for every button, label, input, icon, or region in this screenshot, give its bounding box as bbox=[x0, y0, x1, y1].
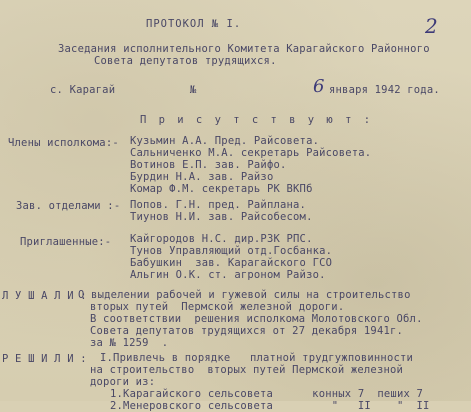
session-line-2: Совета депутатов трудящихся. bbox=[94, 55, 277, 67]
place: с. Карагай bbox=[50, 84, 116, 96]
number-sign: № bbox=[190, 84, 197, 96]
date-day: 6 bbox=[313, 76, 325, 97]
date-month-year: января 1942 года. bbox=[329, 84, 440, 96]
decided-label: Р Е Ш И Л И : bbox=[2, 353, 87, 365]
head-line: Тиунов Н.И. зав. Райсобесом. bbox=[130, 211, 313, 223]
invited-line: Альгин О.К. ст. агроном Райзо. bbox=[130, 269, 326, 281]
session-line-1: Заседания исполнительного Комитета Карагайского Районного bbox=[58, 43, 430, 55]
invited-line: Тунов Управляющий отд.Госбанка. bbox=[130, 245, 333, 257]
member-line: Кузьмин А.А. Пред. Райсовета. bbox=[130, 135, 320, 147]
heads-label: Зав. отделами :- bbox=[16, 200, 121, 212]
present-heading: П р и с у т с т в у ю т : bbox=[140, 114, 374, 126]
member-line: Вотинов Е.П. зав. Райфо. bbox=[130, 159, 287, 171]
invited-line: Кайгородов Н.С. дир.РЗК РПС. bbox=[130, 233, 313, 245]
member-line: Комар Ф.М. секретарь РК ВКПб bbox=[130, 183, 313, 195]
decided-line: на строительство вторых путей Пермской железной bbox=[90, 364, 404, 376]
head-line: Попов. Г.Н. пред. Райплана. bbox=[130, 199, 307, 211]
protocol-title: ПРОТОКОЛ № I. bbox=[146, 18, 242, 30]
members-label: Члены исполкома:- bbox=[8, 137, 119, 149]
heard-line: Совета депутатов трудящихся от 27 декабря 1941г. bbox=[90, 325, 404, 337]
member-line: Бурдин Н.А. зав. Райзо bbox=[130, 171, 274, 183]
heard-line: вторых путей Пермской железной дороги. bbox=[90, 301, 345, 313]
decided-line: I.Привлечь в порядке платной трудгужповинности bbox=[100, 352, 414, 364]
decided-line: 2.Менеровского сельсовета " II " II bbox=[110, 400, 430, 412]
decided-line: дороги из: bbox=[90, 376, 156, 388]
heard-label: Л У Ш А Л И : bbox=[2, 290, 87, 302]
decided-line: 1.Карагайского сельсовета конных 7 пеших 7 bbox=[110, 388, 424, 400]
invited-line: Бабушкин зав. Карагайского ГСО bbox=[130, 257, 333, 269]
invited-label: Приглашенные:- bbox=[20, 236, 112, 248]
heard-line: В соответствии решения исполкома Молотовского Обл. bbox=[90, 313, 423, 325]
heard-line: за № 1259 . bbox=[90, 337, 169, 349]
page-number: 2 bbox=[425, 14, 438, 38]
member-line: Сальниченко М.А. секретарь Райсовета. bbox=[130, 147, 372, 159]
heard-line: О выделении рабочей и гужевой силы на строительство bbox=[78, 289, 411, 301]
